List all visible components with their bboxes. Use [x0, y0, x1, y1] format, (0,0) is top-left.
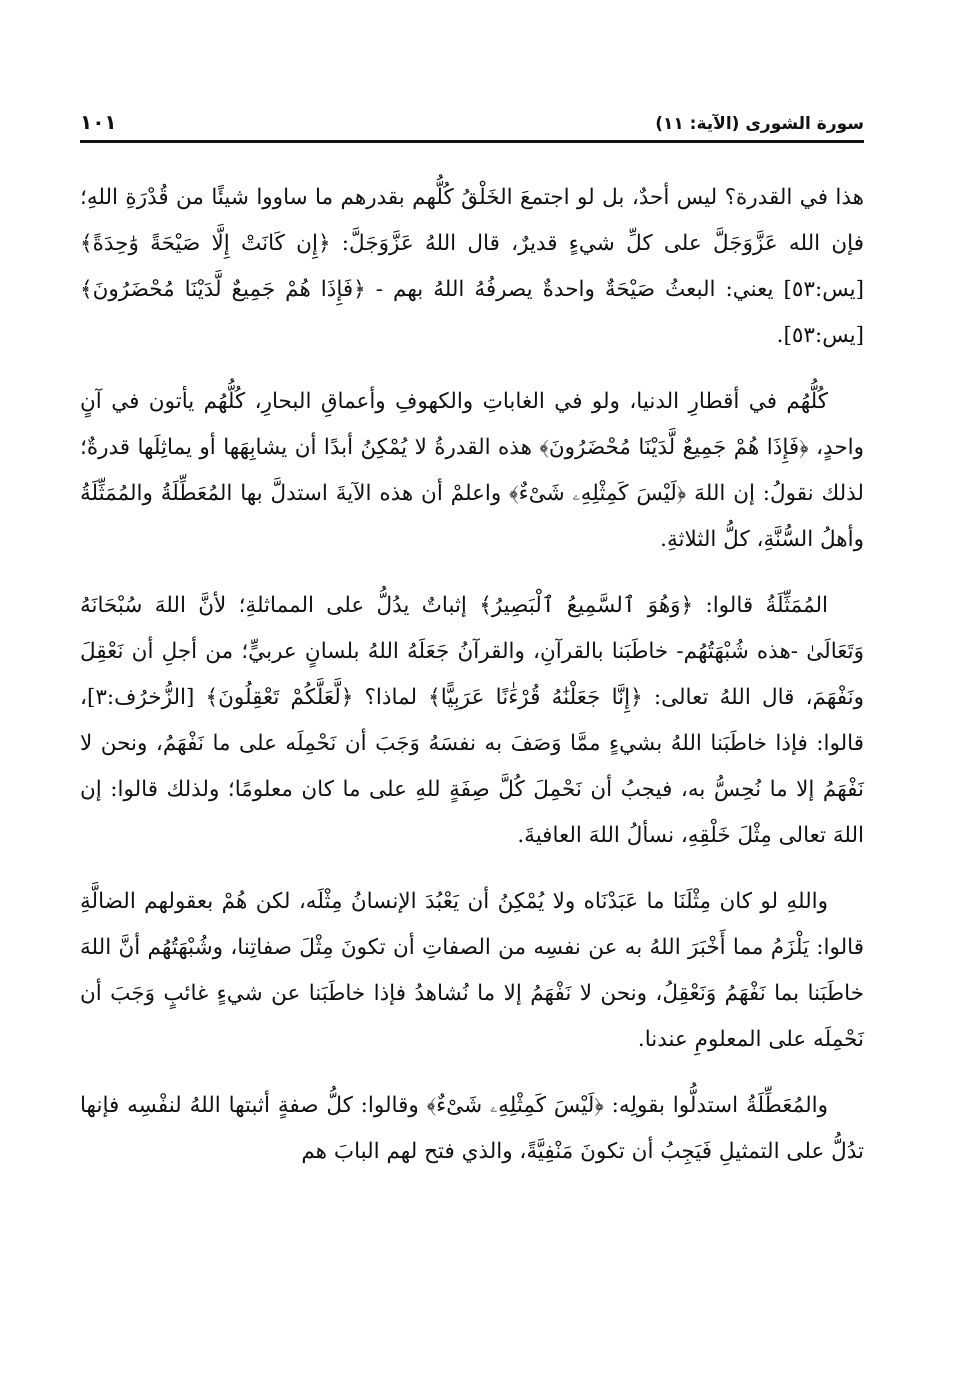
- paragraph-5: والمُعَطِّلَةُ استدلُّوا بقولِه: ﴿لَيْسَ كَمِثْلِهِۦ شَىْءٌ﴾ وقالوا: كلُّ صفةٍ أثبتها اللهُ لنفْسِه فإنها تدُلُّ على التمثيلِ فَيَجِبُ أن تكونَ مَنْفِيَّةً، والذي فتح لهم البابَ هم: [80, 1093, 864, 1164]
- paragraph-3: المُمَثِّلَةُ قالوا: ﴿وَهُوَ ٱلسَّمِيعُ ٱلْبَصِيرُ﴾ إثباتٌ يدُلُّ على المماثلةِ؛ لأنَّ اللهَ سُبْحَانَهُ وَتَعَالَىٰ -هذه شُبْهَتُهُم- خاطَبَنا بالقرآنِ، والقرآنُ جَعَلَهُ اللهُ بلسانٍ عربيٍّ؛ من أجلِ أن نَعْقِلَ ونَفْهَمَ، قال اللهُ تعالى: ﴿إِنَّا جَعَلْنَٰهُ قُرْءَٰنًا عَرَبِيًّا﴾ لماذا؟ ﴿لَّعَلَّكُمْ تَعْقِلُونَ﴾ [الزُّخرُف:٣]، قالوا: فإذا خاطَبَنا اللهُ بشيءٍ ممَّا وَصَفَ به نفسَهُ وَجَبَ أن نَحْمِلَه على ما نَفْهَمُ، ونحن لا نَفْهَمُ إلا ما نُحِسُّ به، فيجبُ أن نَحْمِلَ كُلَّ صِفَةٍ للهِ على ما كان معلومًا؛ ولذلك قالوا: إن اللهَ تعالى مِثْلَ خَلْقِهِ، نسألُ اللهَ العافيةَ.: [80, 593, 864, 848]
- running-header: [80, 100, 864, 134]
- body-text: [80, 175, 864, 1195]
- paragraph-1: هذا في القدرة؟ ليس أحدٌ، بل لو اجتمعَ الخَلْقُ كُلُّهم بقدرهم ما ساووا شيئًا من قُدْرَةِ اللهِ؛ فإن الله عَزَّوَجَلَّ على كلِّ شيءٍ قديرٌ، قال اللهُ عَزَّوَجَلَّ: ﴿إِن كَانَتْ إِلَّا صَيْحَةً وَٰحِدَةً﴾ [يس:٥٣] يعني: البعثُ صَيْحَةٌ واحدةٌ يصرفُهُ اللهُ بهم - ﴿فَإِذَا هُمْ جَمِيعٌ لَّدَيْنَا مُحْضَرُونَ﴾ [يس:٥٣].: [80, 185, 864, 348]
- page-number: ١٠١: [80, 110, 117, 134]
- paragraph-4: واللهِ لو كان مِثْلَنَا ما عَبَدْنَاه ولا يُمْكِنُ أن يَعْبُدَ الإنسانُ مِثْلَه، لكن هُمْ بعقولهم الضالَّةِ قالوا: يَلْزَمُ مما أَخْبَرَ اللهُ به عن نفسِه من الصفاتِ أن تكونَ مِثْلَ صفاتِنا، وشُبْهَتُهُم أنَّ اللهَ خاطَبَنا بما نَفْهَمُ وَنَعْقِلُ، ونحن لا نَفْهَمُ إلا ما نُشاهدُ فإذا خاطَبَنا عن شيءٍ غائبٍ وَجَبَ أن نَحْمِلَه على المعلومِ عندنا.: [80, 889, 864, 1052]
- book-page: [80, 0, 864, 1393]
- paragraph-2: كُلُّهُم في أقطارِ الدنيا، ولو في الغاباتِ والكهوفِ وأعماقِ البحارِ، كُلُّهُم يأتون في آنٍ واحدٍ، ﴿فَإِذَا هُمْ جَمِيعٌ لَّدَيْنَا مُحْضَرُونَ﴾ هذه القدرةُ لا يُمْكِنُ أبدًا أن يشابِهَها أو يماثِلَها قدرةٌ؛ لذلك نقولُ: إن اللهَ ﴿لَيْسَ كَمِثْلِهِۦ شَىْءٌ﴾ واعلمْ أن هذه الآيةَ استدلَّ بها المُعَطِّلَةُ والمُمَثِّلَةُ وأهلُ السُّنَّةِ، كلُّ الثلاثةِ.: [80, 389, 864, 552]
- header-divider: [80, 140, 864, 143]
- header-title: سورة الشورى (الآية: ١١): [655, 114, 864, 134]
